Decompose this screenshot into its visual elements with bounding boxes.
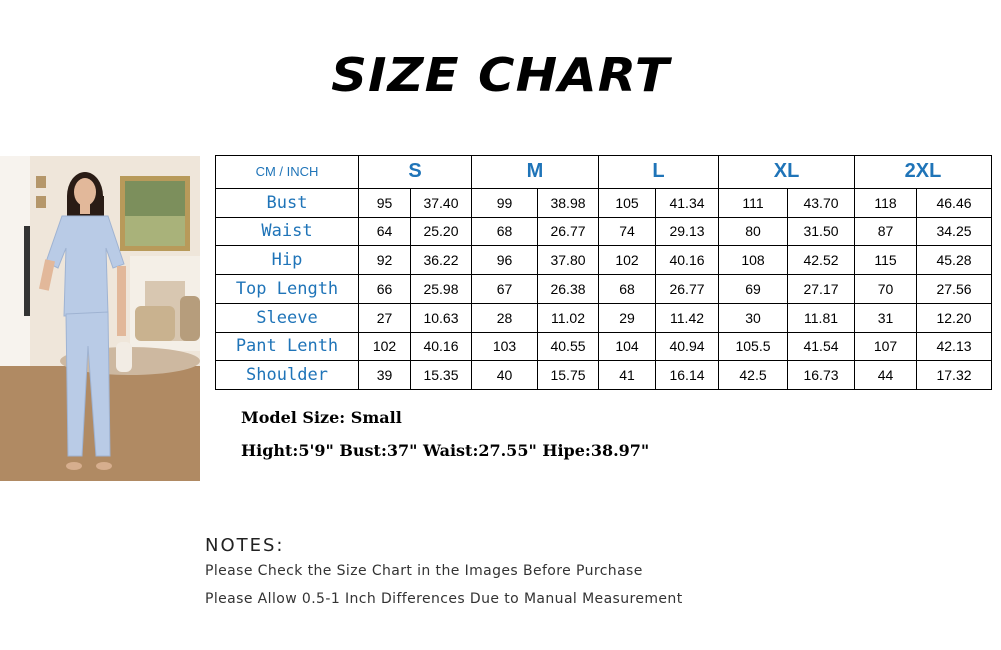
cm-value: 70 xyxy=(855,275,917,304)
table-row xyxy=(216,332,992,361)
cm-value: 95 xyxy=(359,188,411,217)
cm-value: 80 xyxy=(719,217,788,246)
table-row xyxy=(216,361,992,390)
cm-value: 102 xyxy=(599,246,656,275)
cm-value: 118 xyxy=(855,188,917,217)
inch-value: 37.40 xyxy=(411,188,472,217)
measurement-label: Top Length xyxy=(216,275,359,304)
size-header-xl: XL xyxy=(719,156,855,189)
inch-value: 31.50 xyxy=(788,217,855,246)
cm-value: 27 xyxy=(359,303,411,332)
size-table xyxy=(215,155,992,390)
cm-value: 108 xyxy=(719,246,788,275)
inch-value: 16.14 xyxy=(656,361,719,390)
inch-value: 41.34 xyxy=(656,188,719,217)
cm-value: 64 xyxy=(359,217,411,246)
cm-value: 44 xyxy=(855,361,917,390)
inch-value: 38.98 xyxy=(538,188,599,217)
measurement-label: Sleeve xyxy=(216,303,359,332)
cm-value: 92 xyxy=(359,246,411,275)
inch-value: 27.56 xyxy=(917,275,992,304)
inch-value: 25.98 xyxy=(411,275,472,304)
size-header-s: S xyxy=(359,156,472,189)
size-rows xyxy=(216,188,992,389)
inch-value: 29.13 xyxy=(656,217,719,246)
cm-value: 41 xyxy=(599,361,656,390)
inch-value: 46.46 xyxy=(917,188,992,217)
cm-value: 104 xyxy=(599,332,656,361)
inch-value: 40.94 xyxy=(656,332,719,361)
cm-value: 107 xyxy=(855,332,917,361)
inch-value: 36.22 xyxy=(411,246,472,275)
inch-value: 10.63 xyxy=(411,303,472,332)
cm-value: 30 xyxy=(719,303,788,332)
measurement-label: Bust xyxy=(216,188,359,217)
measurement-label: Hip xyxy=(216,246,359,275)
inch-value: 15.35 xyxy=(411,361,472,390)
inch-value: 42.52 xyxy=(788,246,855,275)
cm-value: 68 xyxy=(472,217,538,246)
cm-value: 67 xyxy=(472,275,538,304)
inch-value: 25.20 xyxy=(411,217,472,246)
inch-value: 26.77 xyxy=(656,275,719,304)
inch-value: 16.73 xyxy=(788,361,855,390)
cm-value: 105.5 xyxy=(719,332,788,361)
cm-value: 102 xyxy=(359,332,411,361)
measurement-label: Waist xyxy=(216,217,359,246)
note-line-2: Please Allow 0.5-1 Inch Differences Due to Manual Measurement xyxy=(205,591,683,607)
inch-value: 40.16 xyxy=(411,332,472,361)
inch-value: 34.25 xyxy=(917,217,992,246)
model-size: Model Size: Small xyxy=(241,408,402,427)
cm-value: 42.5 xyxy=(719,361,788,390)
inch-value: 26.38 xyxy=(538,275,599,304)
size-header-m: M xyxy=(472,156,599,189)
cm-value: 87 xyxy=(855,217,917,246)
cm-value: 103 xyxy=(472,332,538,361)
model-measurements: Hight:5'9" Bust:37" Waist:27.55" Hipe:38.97" xyxy=(241,441,650,460)
measurement-label: Shoulder xyxy=(216,361,359,390)
cm-value: 105 xyxy=(599,188,656,217)
inch-value: 40.16 xyxy=(656,246,719,275)
inch-value: 42.13 xyxy=(917,332,992,361)
inch-value: 17.32 xyxy=(917,361,992,390)
size-header-2xl: 2XL xyxy=(855,156,992,189)
unit-header: CM / INCH xyxy=(216,156,359,189)
size-header-row xyxy=(216,156,992,189)
inch-value: 45.28 xyxy=(917,246,992,275)
inch-value: 27.17 xyxy=(788,275,855,304)
table-row xyxy=(216,188,992,217)
cm-value: 111 xyxy=(719,188,788,217)
cm-value: 69 xyxy=(719,275,788,304)
table-row xyxy=(216,303,992,332)
inch-value: 12.20 xyxy=(917,303,992,332)
cm-value: 31 xyxy=(855,303,917,332)
table-row xyxy=(216,217,992,246)
inch-value: 15.75 xyxy=(538,361,599,390)
cm-value: 74 xyxy=(599,217,656,246)
cm-value: 96 xyxy=(472,246,538,275)
inch-value: 41.54 xyxy=(788,332,855,361)
size-header-l: L xyxy=(599,156,719,189)
table-row xyxy=(216,246,992,275)
cm-value: 39 xyxy=(359,361,411,390)
inch-value: 43.70 xyxy=(788,188,855,217)
measurement-label: Pant Lenth xyxy=(216,332,359,361)
cm-value: 29 xyxy=(599,303,656,332)
inch-value: 11.42 xyxy=(656,303,719,332)
cm-value: 40 xyxy=(472,361,538,390)
page-title: SIZE CHART xyxy=(331,48,670,102)
inch-value: 26.77 xyxy=(538,217,599,246)
inch-value: 11.81 xyxy=(788,303,855,332)
table-row xyxy=(216,275,992,304)
cm-value: 99 xyxy=(472,188,538,217)
cm-value: 66 xyxy=(359,275,411,304)
inch-value: 11.02 xyxy=(538,303,599,332)
cm-value: 68 xyxy=(599,275,656,304)
inch-value: 40.55 xyxy=(538,332,599,361)
note-line-1: Please Check the Size Chart in the Images Before Purchase xyxy=(205,563,643,579)
cm-value: 28 xyxy=(472,303,538,332)
notes-heading: NOTES: xyxy=(205,535,285,556)
cm-value: 115 xyxy=(855,246,917,275)
inch-value: 37.80 xyxy=(538,246,599,275)
model-photo xyxy=(0,156,200,481)
